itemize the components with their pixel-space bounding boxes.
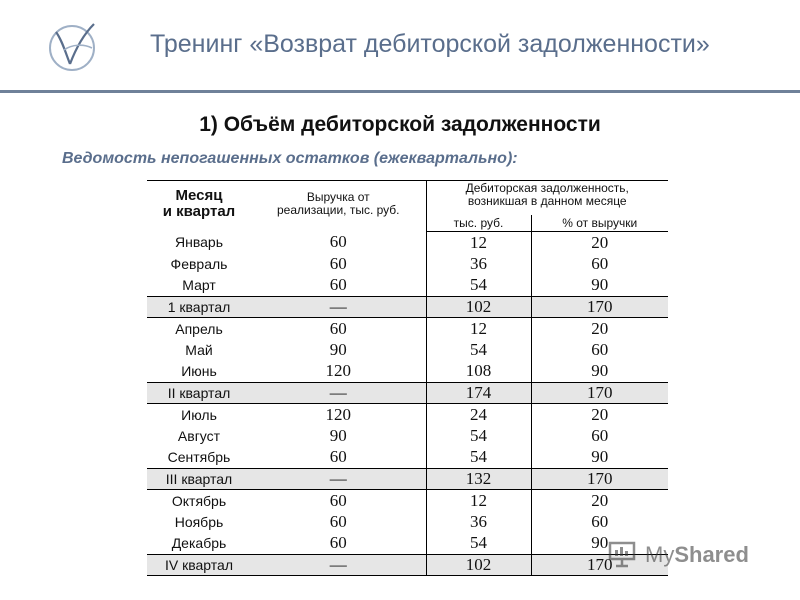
header-revenue: Выручка от реализации, тыс. руб. <box>251 181 426 232</box>
watermark <box>607 539 767 571</box>
row-pct-cell: 20 <box>531 490 668 512</box>
row-debt-cell: 12 <box>426 490 531 512</box>
row-name-cell: Ноябрь <box>174 513 224 530</box>
row-name-cell: III квартал <box>147 468 251 490</box>
row-name-cell: Июль <box>181 406 217 423</box>
row-revenue-cell: 60 <box>329 447 347 466</box>
row-revenue-cell: — <box>251 296 426 318</box>
row-name-cell: II квартал <box>147 382 251 404</box>
row-debt-cell: 102 <box>426 296 531 318</box>
row-debt-cell: 54 <box>426 425 531 447</box>
row-revenue-cell: 60 <box>329 253 347 273</box>
row-revenue-cell: 60 <box>329 318 347 338</box>
header-debt: Дебиторская задолженность, возникшая в данном месяце <box>426 181 668 215</box>
row-pct-cell: 60 <box>531 425 668 447</box>
section-title: 1) Объём дебиторской задолженности <box>199 113 601 136</box>
row-debt-cell: 102 <box>426 554 531 576</box>
row-revenue-cell: 60 <box>329 511 347 531</box>
row-pct-cell: 60 <box>531 339 668 361</box>
row-debt-cell: 36 <box>426 253 531 275</box>
row-name-cell: Февраль <box>170 255 228 272</box>
row-revenue-cell: 90 <box>329 425 347 445</box>
row-name-cell: Сентябрь <box>167 449 231 465</box>
table-row <box>147 253 668 275</box>
logo-icon <box>44 18 102 76</box>
row-name-cell: Декабрь <box>171 535 227 551</box>
row-debt-cell: 108 <box>426 361 531 383</box>
row-revenue-cell: — <box>251 468 426 490</box>
watermark-text-light: My <box>645 542 675 567</box>
row-name-cell: Октябрь <box>171 492 227 509</box>
header-divider <box>0 90 800 93</box>
table-row <box>147 232 668 254</box>
header-debt-rub: тыс. руб. <box>426 215 531 232</box>
row-pct-cell: 20 <box>531 318 668 340</box>
table-row <box>147 318 668 340</box>
quarter-total-row <box>147 296 668 318</box>
table-row <box>147 511 668 533</box>
row-pct-cell: 20 <box>531 404 668 426</box>
row-debt-cell: 12 <box>426 318 531 340</box>
row-pct-cell: 90 <box>531 275 668 297</box>
quarter-total-row <box>147 554 668 576</box>
section-subtitle: Ведомость непогашенных остатков (ежеквартально): <box>62 150 518 167</box>
row-revenue-cell: 60 <box>329 275 347 294</box>
row-debt-cell: 54 <box>426 533 531 555</box>
row-pct-cell: 90 <box>531 533 668 555</box>
row-name-cell: Май <box>185 341 213 358</box>
table-row <box>147 339 668 361</box>
row-pct-cell: 90 <box>531 447 668 469</box>
row-debt-cell: 54 <box>426 339 531 361</box>
table-row <box>147 404 668 426</box>
quarter-total-row <box>147 382 668 404</box>
row-debt-cell: 54 <box>426 275 531 297</box>
row-revenue-cell: 60 <box>329 533 347 552</box>
watermark-text-bold: Shared <box>674 542 749 567</box>
row-revenue-cell: — <box>251 554 426 576</box>
row-name-cell: Январь <box>175 234 223 251</box>
row-revenue-cell: 120 <box>325 361 351 380</box>
page-title: Тренинг «Возврат дебиторской задолженности» <box>150 30 710 58</box>
header-month: Месяц и квартал <box>147 181 251 232</box>
row-debt-cell: 174 <box>426 382 531 404</box>
row-revenue-cell: 60 <box>329 490 347 510</box>
row-name-cell: Август <box>177 427 221 444</box>
table-row <box>147 533 668 555</box>
row-revenue-cell: 90 <box>329 339 347 359</box>
row-pct-cell: 60 <box>531 511 668 533</box>
row-revenue-cell: — <box>251 382 426 404</box>
table-row <box>147 490 668 512</box>
row-revenue-cell: 60 <box>329 232 347 252</box>
table-row <box>147 275 668 297</box>
row-name-cell: Апрель <box>175 320 223 337</box>
row-pct-cell: 170 <box>531 554 668 576</box>
row-pct-cell: 20 <box>531 232 668 254</box>
row-revenue-cell: 120 <box>325 404 351 424</box>
row-debt-cell: 12 <box>426 232 531 254</box>
row-name-cell: IV квартал <box>147 554 251 576</box>
row-debt-cell: 24 <box>426 404 531 426</box>
row-debt-cell: 54 <box>426 447 531 469</box>
row-pct-cell: 90 <box>531 361 668 383</box>
row-pct-cell: 170 <box>531 468 668 490</box>
table-row <box>147 425 668 447</box>
row-debt-cell: 36 <box>426 511 531 533</box>
row-debt-cell: 132 <box>426 468 531 490</box>
quarter-total-row <box>147 468 668 490</box>
table-row <box>147 361 668 383</box>
row-name-cell: 1 квартал <box>147 296 251 318</box>
row-name-cell: Июнь <box>181 363 217 379</box>
table-row <box>147 447 668 469</box>
row-pct-cell: 170 <box>531 296 668 318</box>
row-pct-cell: 170 <box>531 382 668 404</box>
receivables-table <box>147 180 668 578</box>
row-name-cell: Март <box>182 277 216 293</box>
header-debt-pct: % от выручки <box>531 215 668 232</box>
presentation-board-icon <box>607 539 637 569</box>
row-pct-cell: 60 <box>531 253 668 275</box>
